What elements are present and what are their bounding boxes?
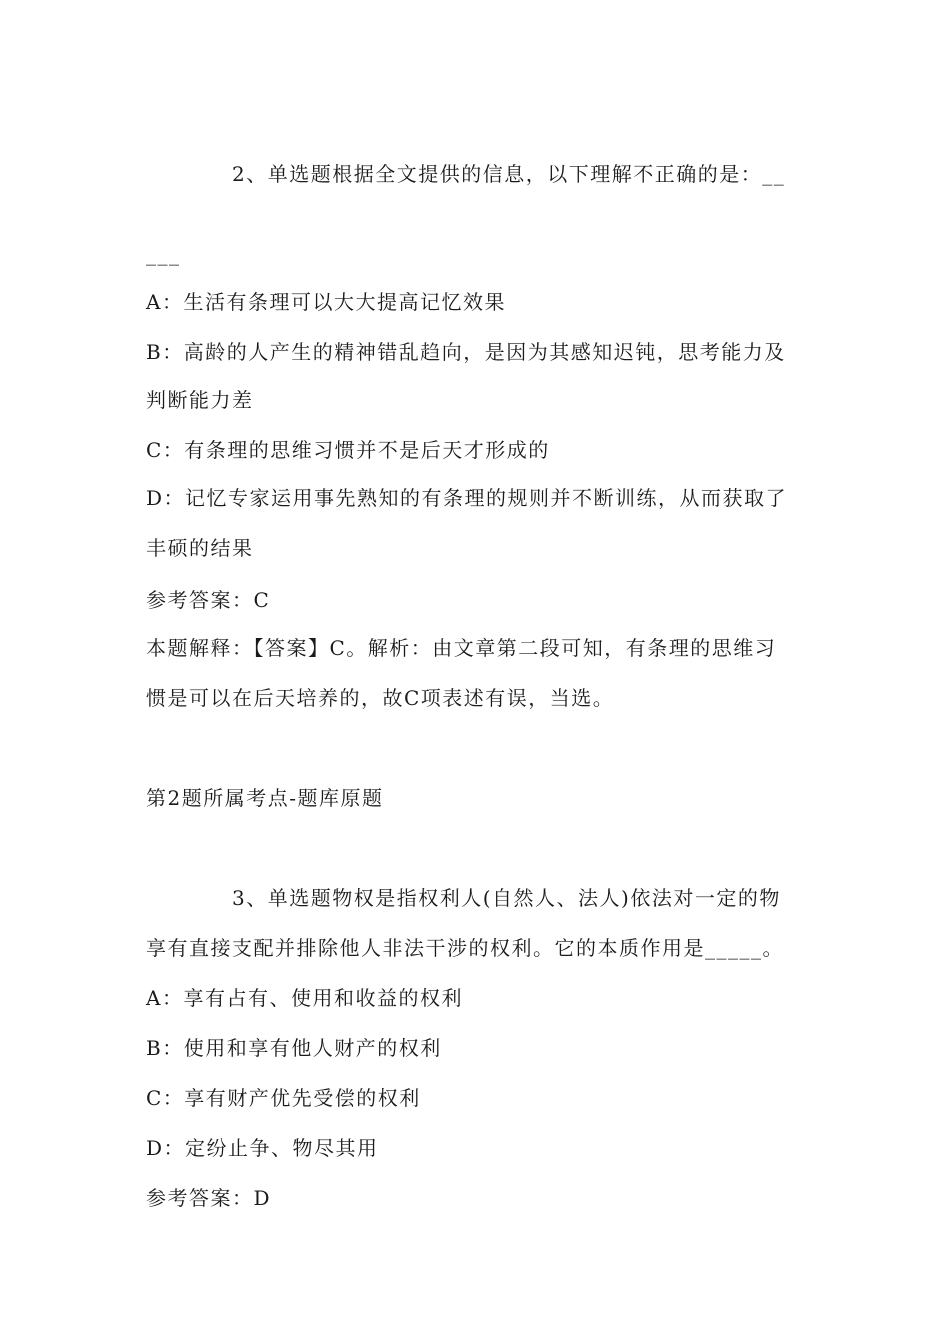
q2-answer: 参考答案：C bbox=[146, 588, 271, 612]
q2-option-a: A：生活有条理可以大大提高记忆效果 bbox=[146, 290, 506, 314]
q3-option-b: B：使用和享有他人财产的权利 bbox=[146, 1036, 442, 1060]
q2-category: 第2题所属考点-题库原题 bbox=[146, 786, 384, 810]
q3-option-c: C：享有财产优先受偿的权利 bbox=[146, 1086, 421, 1110]
q2-option-d-line2: 丰硕的结果 bbox=[146, 536, 254, 560]
q2-option-d-line1: D：记忆专家运用事先熟知的有条理的规则并不断训练，从而获取了 bbox=[146, 486, 788, 510]
q3-stem-line2: 享有直接支配并排除他人非法干涉的权利。它的本质作用是_____。 bbox=[146, 936, 784, 960]
q2-explanation-line1: 本题解释：【答案】C。解析：由文章第二段可知，有条理的思维习 bbox=[146, 636, 777, 660]
q3-option-a: A：享有占有、使用和收益的权利 bbox=[146, 986, 463, 1010]
q3-stem-line1: 3、单选题物权是指权利人(自然人、法人)依法对一定的物 bbox=[232, 886, 781, 910]
q2-explanation-line2: 惯是可以在后天培养的，故C项表述有误，当选。 bbox=[146, 686, 615, 710]
q2-stem-line1: 2、单选题根据全文提供的信息，以下理解不正确的是：__ bbox=[232, 162, 786, 186]
q2-option-b-line2: 判断能力差 bbox=[146, 388, 254, 412]
q2-option-c: C：有条理的思维习惯并不是后天才形成的 bbox=[146, 438, 550, 462]
q2-option-b-line1: B：高龄的人产生的精神错乱趋向，是因为其感知迟钝，思考能力及 bbox=[146, 340, 786, 364]
q3-option-d: D：定纷止争、物尽其用 bbox=[146, 1136, 379, 1160]
q3-answer: 参考答案：D bbox=[146, 1186, 272, 1210]
q2-stem-line2: ___ bbox=[146, 242, 181, 266]
